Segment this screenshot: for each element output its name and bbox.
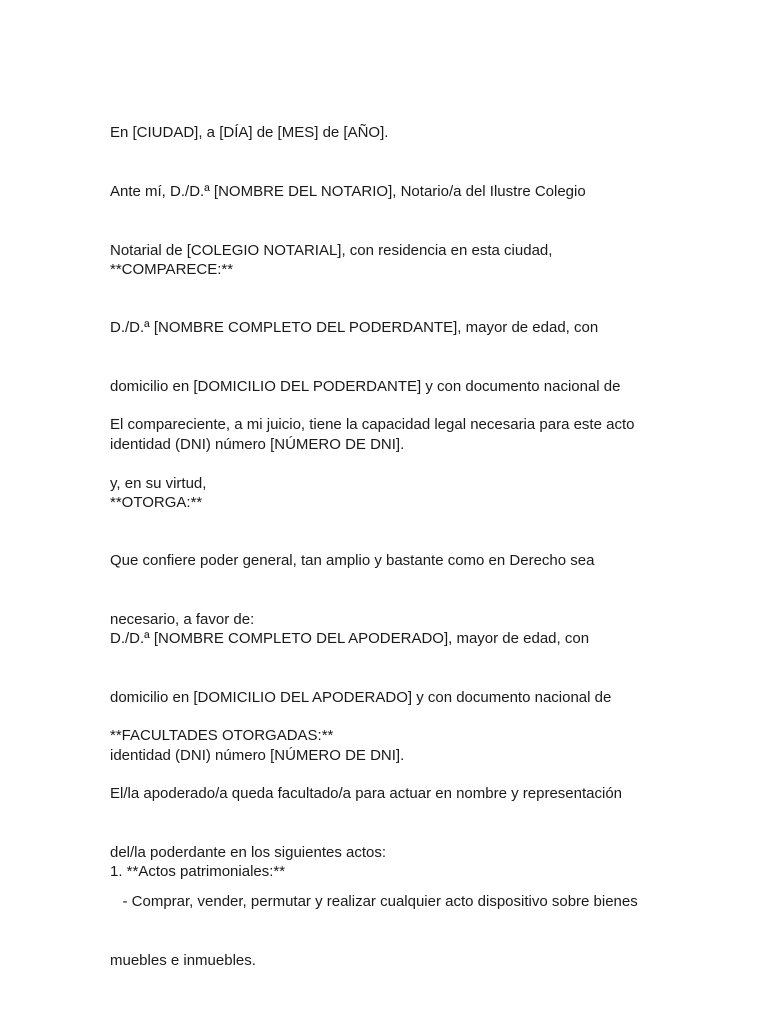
- poder-general-line-1: Que confiere poder general, tan amplio y bastante como en Derecho sea: [110, 552, 595, 569]
- facultades-intro-line-2: del/la poderdante en los siguientes actos:: [110, 843, 387, 861]
- poderdante-line-2: domicilio en [DOMICILIO DEL PODERDANTE] y con documento nacional de: [110, 377, 621, 395]
- notary-line-1: Ante mí, D./D.ª [NOMBRE DEL NOTARIO], Notario/a del Ilustre Colegio: [110, 183, 586, 200]
- comparece-heading-text: **COMPARECE:**: [110, 261, 234, 278]
- apoderado-line-2: domicilio en [DOMICILIO DEL APODERADO] y con documento nacional de: [110, 688, 612, 706]
- otorga-heading-text: **OTORGA:**: [110, 494, 203, 511]
- apoderado-line-3: identidad (DNI) número [NÚMERO DE DNI].: [110, 747, 405, 764]
- apoderado-line-1: D./D.ª [NOMBRE COMPLETO DEL APODERADO], mayor de edad, con: [110, 630, 590, 647]
- item-1-detail-line-1: - Comprar, vender, permutar y realizar cualquier acto dispositivo sobre bienes: [110, 893, 638, 910]
- capacidad-line-2: y, en su virtud,: [110, 474, 207, 492]
- capacidad-line-1: El compareciente, a mi juicio, tiene la capacidad legal necesaria para este acto: [110, 416, 635, 433]
- facultades-intro-line-1: El/la apoderado/a queda facultado/a para actuar en nombre y representación: [110, 785, 623, 802]
- item-1-detail: [110, 853, 670, 1009]
- date-line-text: En [CIUDAD], a [DÍA] de [MES] de [AÑO].: [110, 124, 389, 141]
- poder-general-line-2: necesario, a favor de:: [110, 610, 255, 628]
- poderdante-line-3: identidad (DNI) número [NÚMERO DE DNI].: [110, 436, 405, 453]
- notary-line-2: Notarial de [COLEGIO NOTARIAL], con residencia en esta ciudad,: [110, 241, 553, 259]
- item-1-detail-line-2: muebles e inmuebles.: [110, 951, 256, 969]
- facultades-heading-text: **FACULTADES OTORGADAS:**: [110, 727, 334, 744]
- poderdante-line-1: D./D.ª [NOMBRE COMPLETO DEL PODERDANTE], mayor de edad, con: [110, 319, 599, 336]
- item-1-heading-text: 1. **Actos patrimoniales:**: [110, 863, 286, 880]
